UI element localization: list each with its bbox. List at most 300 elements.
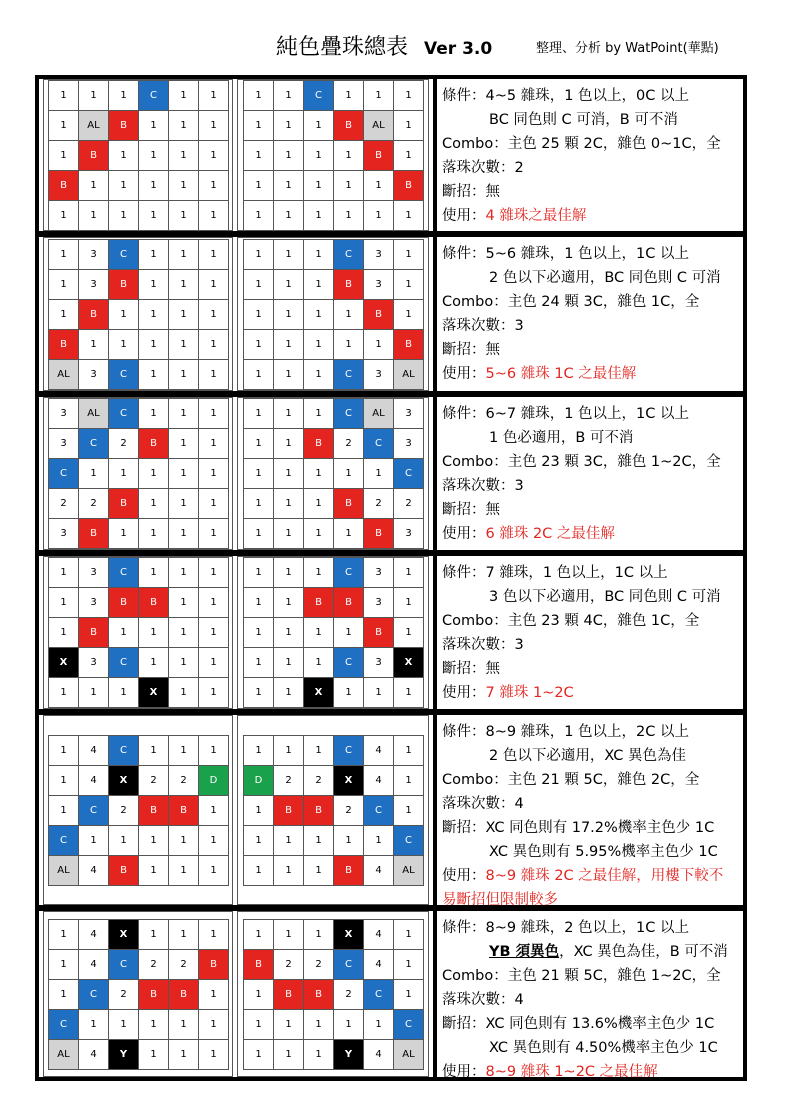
orb-cell: 4: [79, 736, 109, 766]
orb-cell: 1: [304, 736, 334, 766]
orb-cell: C: [364, 429, 394, 459]
orb-cell: 1: [304, 459, 334, 489]
orb-cell: C: [364, 980, 394, 1010]
break-text: 斷招：XC 同色則有 17.2%機率主色少 1C: [442, 820, 715, 836]
combo-text: Combo：主色 23 顆 4C，雜色 1C，全: [442, 613, 700, 629]
orb-cell: 3: [364, 588, 394, 618]
orb-cell: 1: [274, 618, 304, 648]
condition-detail: 1 色必適用，B 可不消: [489, 430, 634, 446]
orb-cell: 1: [274, 1010, 304, 1040]
orb-cell: 2: [49, 489, 79, 519]
orb-cell: 1: [244, 648, 274, 678]
orb-cell: B: [139, 796, 169, 826]
condition-text: 條件：8~9 雜珠，2 色以上，1C 以上: [442, 920, 690, 936]
section-row-6: [39, 911, 743, 1080]
orb-cell: 2: [334, 980, 364, 1010]
orb-cell: 1: [274, 519, 304, 549]
orb-cell: 1: [274, 171, 304, 201]
orb-cell: 3: [394, 399, 424, 429]
orb-cell: 1: [139, 856, 169, 886]
orb-cell: 1: [139, 459, 169, 489]
board-left: [43, 556, 233, 709]
orb-cell: 1: [244, 330, 274, 360]
orb-cell: 1: [199, 588, 229, 618]
orb-cell: B: [364, 300, 394, 330]
orb-cell: 1: [334, 201, 364, 231]
usage-text: [442, 1060, 743, 1084]
orb-cell: 1: [199, 980, 229, 1010]
orb-cell: AL: [79, 111, 109, 141]
orb-cell: 1: [109, 171, 139, 201]
orb-cell: 1: [169, 489, 199, 519]
orb-cell: B: [169, 980, 199, 1010]
orb-cell: B: [274, 980, 304, 1010]
orb-cell: 1: [169, 201, 199, 231]
orb-cell: B: [244, 950, 274, 980]
orb-cell: 3: [394, 429, 424, 459]
usage-text: [442, 864, 743, 888]
orb-cell: 3: [79, 270, 109, 300]
orb-cell: 4: [364, 950, 394, 980]
orb-cell: 1: [364, 459, 394, 489]
orb-cell: AL: [394, 856, 424, 886]
orb-cell: 3: [79, 360, 109, 390]
orb-cell: 1: [109, 141, 139, 171]
orb-cell: 1: [139, 648, 169, 678]
orb-cell: 1: [139, 558, 169, 588]
orb-cell: 1: [169, 1010, 199, 1040]
orb-cell: 1: [49, 201, 79, 231]
orb-grid: [48, 398, 229, 549]
orb-cell: 1: [49, 81, 79, 111]
orb-cell: C: [334, 360, 364, 390]
orb-cell: 1: [304, 826, 334, 856]
orb-cell: 1: [199, 558, 229, 588]
condition-text: 條件：6~7 雜珠，1 色以上，1C 以上: [442, 406, 690, 422]
orb-cell: 1: [109, 519, 139, 549]
board-right: [237, 79, 429, 231]
orb-cell: 1: [49, 111, 79, 141]
orb-cell: 1: [169, 360, 199, 390]
orb-cell: 1: [139, 141, 169, 171]
usage-text: [442, 681, 743, 705]
orb-cell: 3: [364, 360, 394, 390]
orb-cell: X: [304, 678, 334, 708]
orb-cell: 1: [274, 270, 304, 300]
orb-cell: B: [334, 856, 364, 886]
orb-cell: 2: [274, 766, 304, 796]
orb-cell: 1: [274, 111, 304, 141]
orb-grid: [243, 398, 424, 549]
orb-cell: 1: [274, 429, 304, 459]
orb-cell: 1: [199, 429, 229, 459]
orb-cell: 1: [274, 558, 304, 588]
orb-cell: 1: [244, 980, 274, 1010]
condition-text: 條件：8~9 雜珠，1 色以上，2C 以上: [442, 724, 690, 740]
board-left: [43, 397, 233, 550]
orb-cell: 4: [79, 1040, 109, 1070]
board-left: [43, 79, 233, 231]
orb-cell: 1: [79, 171, 109, 201]
section-row-4: [39, 556, 743, 709]
section-info: [433, 397, 743, 550]
orb-cell: 1: [169, 270, 199, 300]
orb-cell: B: [394, 171, 424, 201]
orb-cell: 1: [79, 330, 109, 360]
orb-cell: 1: [244, 588, 274, 618]
orb-cell: B: [139, 980, 169, 1010]
orb-cell: 1: [109, 81, 139, 111]
drop-count: 落珠次數：3: [442, 637, 524, 653]
orb-grid: [48, 239, 229, 390]
orb-cell: B: [79, 618, 109, 648]
usage-value: 5~6 雜珠 1C 之最佳解: [485, 366, 637, 382]
orb-cell: 2: [169, 950, 199, 980]
orb-cell: B: [49, 171, 79, 201]
orb-cell: 1: [169, 519, 199, 549]
orb-cell: 1: [364, 1010, 394, 1040]
orb-cell: 1: [199, 920, 229, 950]
orb-cell: 1: [244, 201, 274, 231]
orb-cell: 1: [199, 141, 229, 171]
orb-cell: 1: [49, 588, 79, 618]
combo-text: Combo：主色 23 顆 3C，雜色 1~2C，全: [442, 454, 721, 470]
orb-cell: 1: [394, 81, 424, 111]
orb-cell: 3: [49, 519, 79, 549]
orb-cell: 1: [79, 1010, 109, 1040]
orb-cell: 3: [364, 270, 394, 300]
orb-cell: 1: [394, 950, 424, 980]
condition-detail: 2 色以下必適用，XC 異色為佳: [489, 748, 686, 764]
title-text: 純色疊珠總表: [276, 35, 409, 60]
orb-cell: 1: [199, 399, 229, 429]
orb-cell: 1: [274, 920, 304, 950]
orb-cell: 1: [169, 429, 199, 459]
orb-cell: 1: [244, 111, 274, 141]
orb-cell: 1: [304, 399, 334, 429]
orb-cell: B: [79, 519, 109, 549]
orb-cell: 1: [139, 111, 169, 141]
orb-cell: B: [334, 270, 364, 300]
orb-cell: 1: [244, 736, 274, 766]
orb-cell: 1: [169, 618, 199, 648]
orb-cell: 1: [49, 558, 79, 588]
condition-detail: 2 色以下必適用，BC 同色則 C 可消: [489, 270, 721, 286]
orb-cell: 1: [139, 240, 169, 270]
orb-cell: 1: [244, 489, 274, 519]
orb-cell: 2: [304, 766, 334, 796]
orb-cell: 1: [199, 330, 229, 360]
orb-cell: C: [304, 81, 334, 111]
orb-cell: 1: [304, 171, 334, 201]
orb-cell: X: [334, 920, 364, 950]
orb-cell: 1: [394, 736, 424, 766]
orb-cell: 1: [79, 459, 109, 489]
orb-cell: 1: [304, 141, 334, 171]
condition-detail: [442, 940, 743, 964]
orb-grid: [243, 919, 424, 1070]
orb-cell: 1: [139, 920, 169, 950]
orb-cell: 1: [139, 826, 169, 856]
orb-cell: C: [109, 736, 139, 766]
orb-cell: 3: [79, 240, 109, 270]
orb-cell: AL: [364, 111, 394, 141]
orb-cell: 1: [274, 736, 304, 766]
orb-cell: 1: [169, 459, 199, 489]
orb-cell: 1: [274, 141, 304, 171]
orb-cell: 1: [169, 399, 199, 429]
orb-cell: 2: [334, 429, 364, 459]
orb-cell: 1: [199, 81, 229, 111]
orb-cell: 1: [394, 796, 424, 826]
orb-cell: 1: [244, 1010, 274, 1040]
orb-cell: 1: [139, 201, 169, 231]
orb-cell: 1: [139, 1040, 169, 1070]
orb-cell: 2: [139, 766, 169, 796]
orb-cell: 1: [169, 171, 199, 201]
orb-cell: 3: [79, 558, 109, 588]
orb-cell: B: [304, 429, 334, 459]
orb-cell: 1: [244, 856, 274, 886]
orb-cell: 1: [334, 618, 364, 648]
orb-cell: C: [394, 1010, 424, 1040]
break-detail: XC 異色則有 5.95%機率主色少 1C: [489, 844, 718, 860]
orb-cell: 3: [79, 648, 109, 678]
orb-cell: B: [304, 980, 334, 1010]
orb-cell: AL: [79, 399, 109, 429]
usage-label: 使用：: [442, 526, 486, 542]
orb-cell: 2: [139, 950, 169, 980]
orb-cell: 2: [169, 766, 199, 796]
orb-cell: 1: [199, 678, 229, 708]
usage-value: 7 雜珠 1~2C: [485, 685, 574, 701]
orb-cell: C: [109, 240, 139, 270]
orb-cell: 1: [244, 300, 274, 330]
orb-cell: C: [79, 796, 109, 826]
orb-cell: 1: [364, 330, 394, 360]
orb-cell: 1: [244, 618, 274, 648]
condition-rest: ，XC 異色為佳，B 可不消: [559, 944, 728, 960]
orb-cell: 1: [139, 330, 169, 360]
orb-cell: 3: [364, 240, 394, 270]
board-right: [237, 911, 429, 1077]
orb-cell: D: [244, 766, 274, 796]
orb-cell: 4: [79, 766, 109, 796]
orb-cell: 1: [199, 796, 229, 826]
usage-value: 8~9 雜珠 2C 之最佳解，用樓下較不: [485, 868, 724, 884]
orb-cell: 1: [334, 826, 364, 856]
orb-cell: 1: [49, 618, 79, 648]
orb-cell: 2: [109, 429, 139, 459]
orb-cell: 1: [49, 736, 79, 766]
orb-cell: 2: [109, 796, 139, 826]
orb-cell: 1: [49, 950, 79, 980]
board-left: [43, 237, 233, 391]
orb-cell: 1: [274, 1040, 304, 1070]
orb-cell: 1: [109, 201, 139, 231]
orb-cell: 1: [244, 360, 274, 390]
orb-cell: 4: [79, 856, 109, 886]
combo-text: Combo：主色 25 顆 2C，雜色 0~1C，全: [442, 136, 721, 152]
orb-cell: B: [109, 111, 139, 141]
orb-cell: 1: [334, 141, 364, 171]
orb-cell: 1: [364, 201, 394, 231]
orb-cell: X: [139, 678, 169, 708]
orb-cell: 1: [304, 648, 334, 678]
orb-cell: 1: [169, 141, 199, 171]
orb-cell: B: [79, 300, 109, 330]
orb-cell: 1: [244, 1040, 274, 1070]
orb-cell: C: [394, 459, 424, 489]
orb-cell: 1: [199, 489, 229, 519]
orb-cell: 3: [79, 588, 109, 618]
orb-cell: 1: [49, 766, 79, 796]
orb-cell: X: [109, 766, 139, 796]
orb-cell: B: [79, 141, 109, 171]
usage-value: 8~9 雜珠 1~2C 之最佳解: [485, 1064, 658, 1080]
orb-cell: 1: [274, 81, 304, 111]
drop-count: 落珠次數：4: [442, 796, 524, 812]
orb-cell: 1: [244, 270, 274, 300]
orb-cell: AL: [49, 1040, 79, 1070]
orb-cell: 1: [199, 618, 229, 648]
condition-text: 條件：7 雜珠，1 色以上，1C 以上: [442, 565, 668, 581]
orb-cell: 1: [244, 796, 274, 826]
section-row-1: [39, 79, 743, 231]
orb-cell: 1: [304, 1010, 334, 1040]
orb-cell: AL: [394, 360, 424, 390]
orb-cell: B: [109, 270, 139, 300]
orb-grid: [48, 80, 229, 231]
orb-cell: 1: [169, 111, 199, 141]
orb-cell: 1: [139, 489, 169, 519]
orb-cell: 1: [304, 300, 334, 330]
orb-cell: B: [139, 588, 169, 618]
orb-cell: 3: [49, 399, 79, 429]
orb-cell: 4: [364, 736, 394, 766]
orb-cell: 1: [364, 171, 394, 201]
orb-cell: C: [109, 648, 139, 678]
orb-cell: 1: [79, 201, 109, 231]
orb-cell: B: [109, 856, 139, 886]
orb-cell: 1: [139, 360, 169, 390]
orb-cell: 4: [79, 950, 109, 980]
summary-table: [35, 75, 747, 1081]
orb-cell: 1: [304, 201, 334, 231]
orb-cell: 1: [139, 519, 169, 549]
orb-cell: 1: [139, 270, 169, 300]
orb-cell: C: [109, 950, 139, 980]
orb-cell: 1: [109, 459, 139, 489]
orb-cell: 1: [274, 300, 304, 330]
orb-cell: 2: [304, 950, 334, 980]
orb-cell: 1: [274, 399, 304, 429]
orb-cell: AL: [394, 1040, 424, 1070]
orb-cell: C: [109, 399, 139, 429]
orb-cell: 2: [274, 950, 304, 980]
orb-cell: 3: [49, 429, 79, 459]
usage-label: 使用：: [442, 1064, 486, 1080]
orb-cell: 1: [169, 678, 199, 708]
orb-cell: 1: [394, 980, 424, 1010]
orb-cell: 1: [304, 111, 334, 141]
orb-cell: 1: [304, 489, 334, 519]
orb-cell: 1: [394, 920, 424, 950]
orb-cell: 1: [169, 736, 199, 766]
orb-cell: 1: [244, 558, 274, 588]
board-left: [43, 715, 233, 905]
orb-cell: 1: [394, 201, 424, 231]
orb-cell: 1: [169, 300, 199, 330]
orb-cell: B: [394, 330, 424, 360]
orb-cell: 1: [109, 1010, 139, 1040]
orb-cell: 4: [364, 920, 394, 950]
orb-cell: 1: [364, 81, 394, 111]
orb-grid: [48, 557, 229, 708]
orb-cell: 1: [304, 360, 334, 390]
orb-grid: [243, 239, 424, 390]
orb-cell: 1: [79, 81, 109, 111]
orb-cell: 1: [199, 300, 229, 330]
orb-cell: AL: [49, 856, 79, 886]
orb-cell: 1: [109, 826, 139, 856]
orb-cell: B: [334, 588, 364, 618]
break-text: 斷招：無: [442, 342, 500, 358]
board-right: [237, 397, 429, 550]
orb-cell: C: [79, 980, 109, 1010]
board-right: [237, 556, 429, 709]
orb-cell: 1: [304, 1040, 334, 1070]
orb-cell: Y: [109, 1040, 139, 1070]
usage-value-continued: 易斷招但限制較多: [442, 892, 558, 908]
orb-cell: 1: [49, 240, 79, 270]
orb-cell: 1: [274, 240, 304, 270]
orb-cell: C: [49, 826, 79, 856]
orb-grid: [243, 557, 424, 708]
orb-cell: C: [334, 736, 364, 766]
orb-cell: 1: [244, 141, 274, 171]
section-info: [433, 715, 743, 908]
break-text: 斷招：無: [442, 184, 500, 200]
orb-cell: 4: [364, 766, 394, 796]
orb-cell: 1: [109, 300, 139, 330]
orb-cell: 1: [139, 1010, 169, 1040]
drop-count: 落珠次數：2: [442, 160, 524, 176]
orb-cell: 4: [79, 920, 109, 950]
orb-cell: 1: [199, 1040, 229, 1070]
drop-count: 落珠次數：3: [442, 478, 524, 494]
orb-cell: 1: [49, 141, 79, 171]
section-info: [433, 911, 743, 1080]
break-text: 斷招：XC 同色則有 13.6%機率主色少 1C: [442, 1016, 715, 1032]
drop-count: 落珠次數：3: [442, 318, 524, 334]
orb-cell: 1: [169, 558, 199, 588]
orb-cell: 1: [49, 678, 79, 708]
orb-cell: 1: [274, 588, 304, 618]
orb-grid: [48, 735, 229, 886]
orb-cell: 1: [394, 270, 424, 300]
orb-cell: 1: [109, 330, 139, 360]
orb-cell: B: [334, 111, 364, 141]
break-text: 斷招：無: [442, 502, 500, 518]
orb-cell: 1: [199, 1010, 229, 1040]
orb-cell: 1: [304, 618, 334, 648]
orb-cell: 1: [199, 111, 229, 141]
orb-cell: 1: [274, 459, 304, 489]
orb-cell: 2: [79, 489, 109, 519]
orb-cell: 1: [169, 240, 199, 270]
orb-cell: B: [49, 330, 79, 360]
